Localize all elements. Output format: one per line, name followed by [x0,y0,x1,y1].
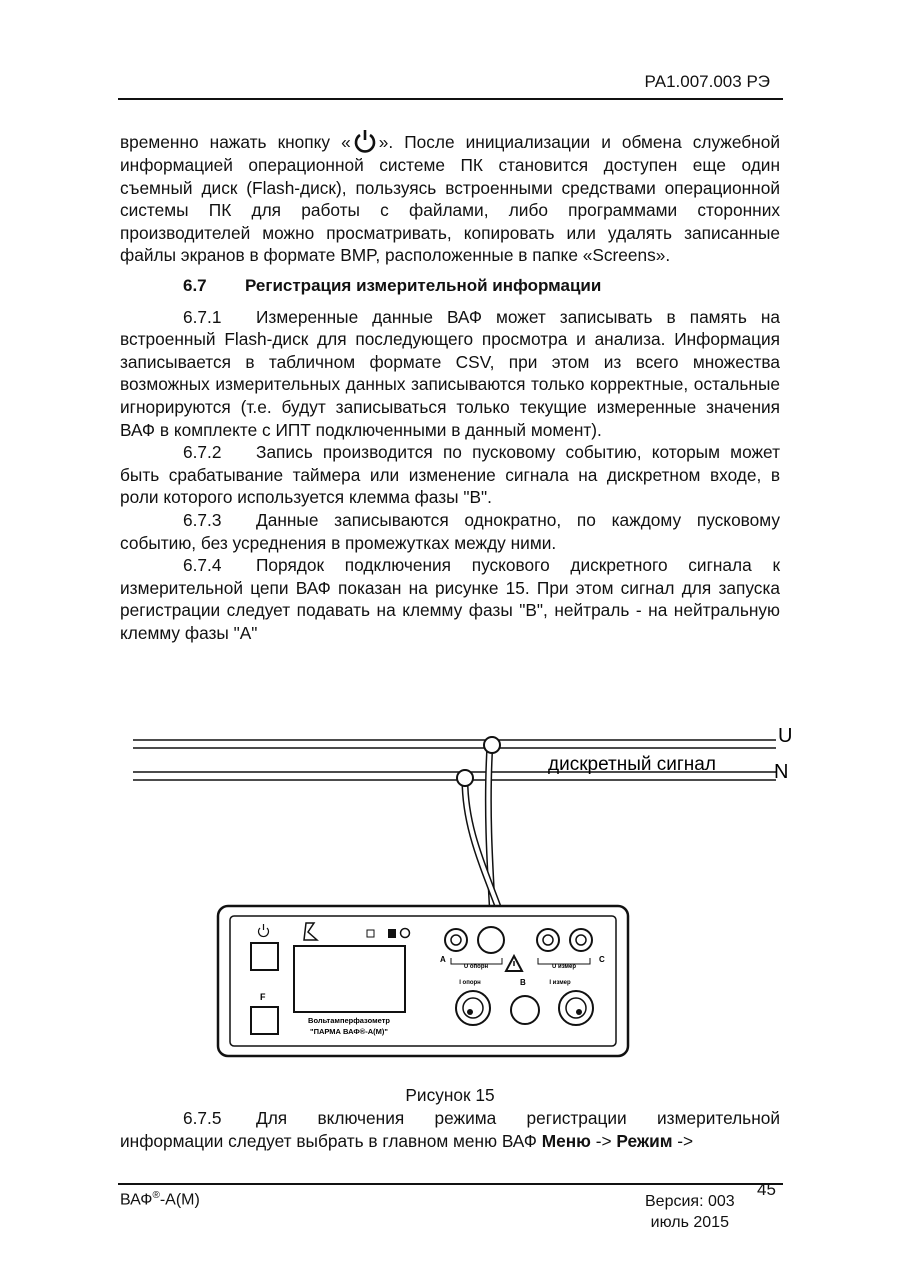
registered-mark: ® [152,1190,160,1201]
document-code: РА1.007.003 РЭ [644,72,770,91]
product-name: ВАФ [120,1191,153,1209]
menu-term: Меню [541,1130,591,1151]
section-title: Регистрация измерительной информации [245,275,602,295]
gear-icon [401,929,410,938]
junction-u [484,737,500,753]
device-model: "ПАРМА ВАФ®-А(М)" [310,1027,388,1036]
terminal-a-ref-2[interactable] [478,927,504,953]
power-button[interactable] [251,943,278,970]
terminal-c-meas-2[interactable] [570,929,592,951]
junction-n [457,770,473,786]
footer-product [120,1190,200,1209]
mode-term: Режим [616,1130,673,1151]
line-u [133,740,776,748]
flag-icon [388,929,396,938]
terminal-c-meas-1[interactable] [537,929,559,951]
figure-caption: Рисунок 15 [405,1085,495,1105]
section-number: 6.7 [183,275,207,295]
terminal-b-signal[interactable] [511,996,539,1024]
paragraph-text: Запись производится по пусковому событию, которым может быть срабатывание таймера или изменение сигнала на дискретном входе, в роли которого используется клемма фазы "В". [120,442,780,508]
body-text [120,128,780,644]
label-c: C [599,955,605,964]
sd-icon [367,930,374,937]
page-number: 45 [757,1180,776,1199]
paragraph-number: 6.7.5 [183,1108,222,1128]
label-i-meas: I измер [549,980,571,986]
function-button[interactable] [251,1007,278,1034]
device-name: Вольтамперфазометр [308,1016,390,1025]
paragraph-6-7-1 [120,306,780,442]
paragraph-6-7-4 [120,554,780,644]
arrow-text: -> [672,1130,694,1151]
paragraph-text: Измеренные данные ВАФ может записывать в память на встроенный Flash-диск для последующего просмотра и анализа. Информация записывается в табличном формате CSV, при этом из всего множества возможных измерительных данных записываются только корректные, остальные игнорируются (т.е. будут записываться только текущие измеренные значения ВАФ в комплекте с ИПТ подключенными в данный момент). [120,306,780,440]
label-a: A [440,955,446,964]
header-rule [118,98,783,100]
label-b: B [520,978,526,987]
date-text: июль 2015 [650,1214,729,1231]
terminal-a-ref-1[interactable] [445,929,467,951]
footer-version [645,1191,735,1233]
label-discrete-signal: дискретный сигнал [548,754,716,775]
paragraph-number: 6.7.4 [183,555,222,576]
label-f: F [260,992,266,1002]
paragraph-number: 6.7.1 [183,306,222,327]
paragraph-6-7-2 [120,441,780,509]
paragraph-number: 6.7.3 [183,509,222,530]
paragraph-text: Данные записываются однократно, по каждому пусковому событию, без усреднения в промежутках между ними. [120,509,780,553]
socket-i-ref[interactable] [456,991,490,1025]
power-icon [352,128,378,154]
paragraph-6-7-5 [120,1107,780,1152]
label-u-ref: U опорн [463,964,489,970]
label-u-meas: U измер [552,964,576,970]
product-suffix: -А(М) [159,1191,200,1209]
version-text: Версия: 003 [645,1193,735,1210]
label-i-ref: I опорн [459,980,481,986]
section-heading [183,275,780,298]
paragraph-intro [120,128,780,267]
paragraph-text: Для включения режима регистрации измерительной информации следует выбрать в главном меню ВАФ [120,1108,780,1151]
label-n: N [774,761,789,783]
footer-rule [118,1183,783,1185]
text-fragment: ». После инициализации и обмена служебной информацией операционной системе ПК становится доступен еще один съемный диск (Flash-диск), пользуясь встроенными средствами операционной системы ПК для работы с файлами, либо программами сторонних производителей можно просматривать, копировать или удалять записанные файлы экранов в формате BMP, расположенные в папке «Screens». [120,132,780,266]
paragraph-text: Порядок подключения пускового дискретного сигнала к измерительной цепи ВАФ показан на рисунке 15. При этом сигнал для запуска регистрации следует подавать на клемму фазы "В", нейтраль - на нейтральную клемму фазы "А" [120,555,780,643]
lcd-display [294,946,405,1012]
arrow-text: -> [590,1130,617,1151]
connection-diagram [118,718,800,1088]
text-fragment: временно нажать кнопку « [120,132,351,152]
label-u: U [778,725,793,747]
paragraph-number: 6.7.2 [183,442,222,463]
paragraph-6-7-3 [120,509,780,554]
socket-i-meas[interactable] [559,991,593,1025]
